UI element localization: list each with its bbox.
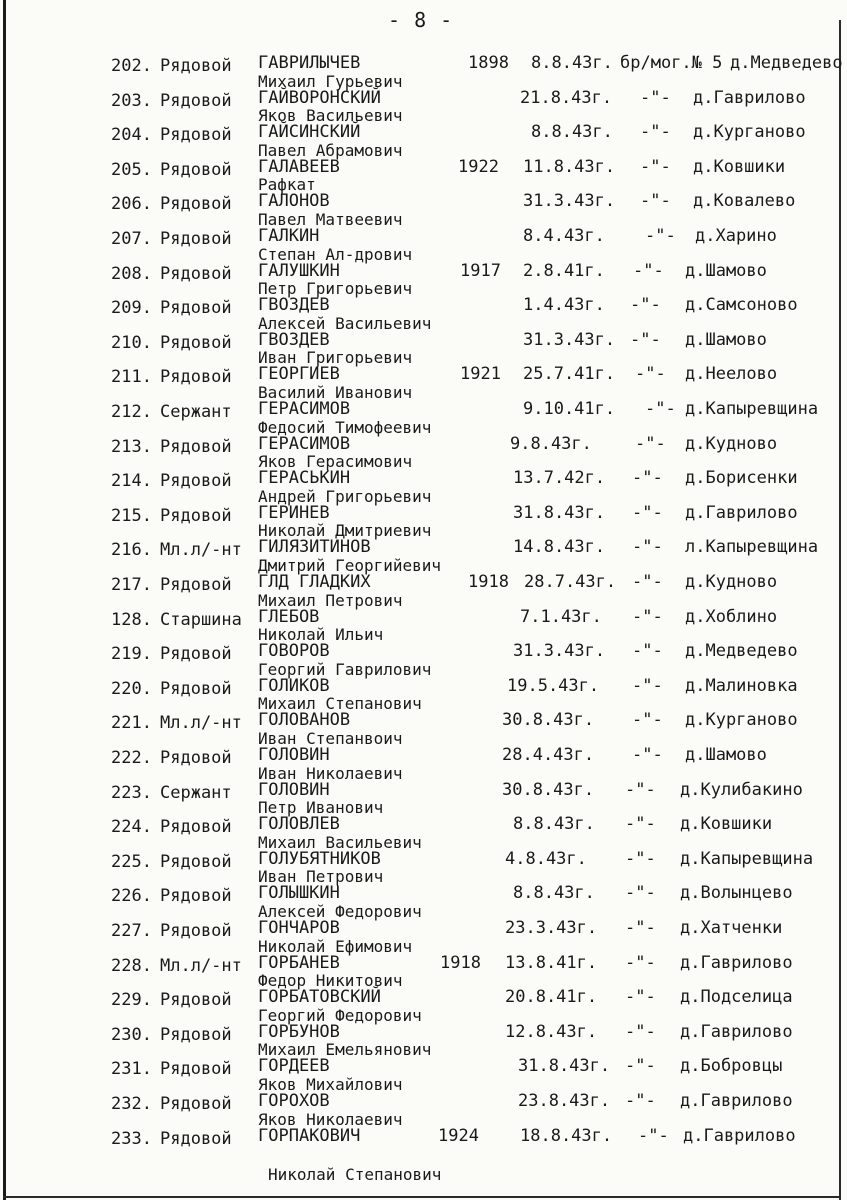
entry-surname: ГАВРИЛЫЧЕВ	[258, 53, 361, 73]
entry-number: 210.	[111, 332, 152, 353]
entry-ditto-mark: -"-	[635, 433, 666, 454]
entry-rank: Рядовой	[160, 56, 232, 76]
entry-surname: ГОРОХОВ	[258, 1091, 330, 1111]
entry-rank: Сержант	[160, 402, 232, 422]
entry-place: д.Хатченки	[680, 918, 783, 938]
list-item	[0, 279, 847, 319]
entry-place: д.Шамово	[685, 329, 767, 350]
entry-number: 203.	[111, 90, 152, 111]
entry-death-date: 31.3.43г.	[513, 641, 606, 662]
entry-birth-year: 1918	[440, 952, 481, 973]
list-item	[0, 1111, 847, 1147]
entry-ditto-mark: -"-	[625, 779, 656, 800]
entry-place: д.Харино	[695, 226, 777, 246]
entry-death-date: 8.8.43г.	[513, 883, 595, 904]
entry-ditto-mark: -"-	[645, 399, 676, 419]
entry-number: 224.	[111, 817, 152, 838]
entry-first-name: Михаил Васильевич	[258, 832, 422, 852]
entry-rank: Рядовой	[160, 471, 232, 492]
entry-number: 229.	[111, 990, 152, 1011]
entry-surname: ГЛД ГЛАДКИХ	[258, 572, 371, 592]
entry-place: д.Гаврилово	[693, 87, 806, 108]
entry-first-name: Яков Васильевич	[258, 106, 403, 126]
list-item	[0, 521, 847, 561]
entry-first-name: Степан Ал-дрович	[258, 244, 413, 264]
entry-first-name: Иван Степанвоич	[258, 729, 403, 748]
entry-place: д.Гаврилово	[685, 502, 798, 523]
list-item	[0, 625, 847, 665]
entry-death-date: 8.8.43г.	[513, 814, 595, 835]
entry-first-name: Михаил Емельянович	[258, 1040, 432, 1060]
entry-rank: Рядовой	[160, 263, 232, 284]
entry-first-name: Дмитрий Георгийевич	[258, 556, 442, 575]
entry-ditto-mark: -"-	[640, 191, 671, 212]
entry-number: 216.	[111, 540, 152, 561]
entry-place: д.Малиновка	[685, 675, 798, 696]
entry-surname: ГОЛОВЛЕВ	[258, 814, 340, 835]
entry-death-date: 12.8.43г.	[505, 1021, 598, 1042]
entry-birth-year: 1898	[468, 53, 509, 73]
entry-rank: Рядовой	[160, 817, 232, 838]
entry-place: д.Капыревщина	[680, 848, 814, 869]
entry-ditto-mark: -"-	[632, 468, 663, 489]
entry-rank: Рядовой	[160, 332, 232, 353]
entry-place: д.Неелово	[685, 364, 778, 385]
list-item	[0, 1007, 847, 1043]
entry-first-name: Николай Дмитриевич	[258, 521, 432, 541]
entry-birth-year: 1922	[458, 156, 499, 177]
list-item	[0, 142, 847, 178]
entry-death-date: 8.8.43г.	[531, 53, 613, 73]
list-item	[0, 73, 847, 109]
entry-place: д.Бобровцы	[680, 1056, 783, 1077]
entry-surname: ГВОЗДЕВ	[258, 295, 330, 316]
entry-first-name: Рафкат	[258, 175, 316, 195]
entry-rank: Рядовой	[160, 505, 232, 526]
entry-place: д.Гаврилово	[680, 952, 793, 973]
entry-first-name: Иван Григорьевич	[258, 348, 413, 368]
entry-ditto-mark: -"-	[625, 1091, 656, 1111]
entry-rank: Рядовой	[160, 851, 232, 872]
entry-ditto-mark: -"-	[640, 122, 671, 143]
entry-place: д.Самсоново	[685, 295, 798, 316]
entry-death-date: 11.8.43г.	[523, 156, 616, 177]
entry-death-date: 4.8.43г.	[505, 848, 587, 869]
list-item	[0, 592, 847, 628]
entry-number: 211.	[111, 367, 152, 388]
entry-first-name: Яков Николаевич	[258, 1109, 403, 1129]
entry-surname: ГОРБАТОВСКИЙ	[258, 987, 381, 1008]
entry-first-name: Иван Николаевич	[258, 763, 403, 783]
entry-surname: ГОРПАКОВИЧ	[258, 1125, 361, 1146]
entry-rank: Рядовой	[160, 678, 232, 699]
entry-rank: Рядовой	[160, 90, 232, 111]
entry-rank: Рядовой	[160, 644, 232, 665]
entry-first-name: Василий Иванович	[258, 383, 413, 402]
list-item	[0, 938, 847, 974]
entry-place: д.Шамово	[685, 260, 767, 281]
entry-surname: ГОРБАНЕВ	[258, 952, 340, 973]
entry-ditto-mark: бр/мог.№ 5	[620, 53, 723, 73]
entry-ditto-mark: -"-	[632, 502, 663, 523]
entry-number: 206.	[111, 194, 152, 215]
entry-first-name: Иван Петрович	[258, 867, 384, 887]
entry-surname: ГАЛУШКИН	[258, 260, 340, 281]
entry-number: 213.	[111, 436, 152, 457]
entry-rank: Рядовой	[160, 1128, 232, 1149]
list-item	[0, 175, 847, 215]
list-item	[0, 971, 847, 1011]
entry-ditto-mark: -"-	[630, 329, 661, 350]
entry-death-date: 30.8.43г.	[502, 710, 595, 731]
entry-surname: ГЛЕБОВ	[258, 606, 320, 627]
entry-surname: ГАЛОНОВ	[258, 191, 330, 212]
entry-first-name: Георгий Гаврилович	[258, 659, 432, 679]
entry-place: д.Гаврилово	[680, 1091, 793, 1111]
entry-death-date: 7.1.43г.	[520, 606, 602, 627]
entry-death-date: 20.8.41г.	[505, 987, 598, 1008]
entry-first-name: Михаил Гурьевич	[258, 71, 403, 91]
entry-ditto-mark: -"-	[625, 814, 656, 835]
entry-rank: Рядовой	[160, 1094, 232, 1114]
entry-rank: Рядовой	[160, 921, 232, 941]
entry-death-date: 8.4.43г.	[523, 226, 605, 246]
entry-first-name: Алексей Васильевич	[258, 313, 432, 333]
entry-rank: Мл.л/-нт	[160, 955, 242, 976]
entry-number: 215.	[111, 505, 152, 526]
entry-place: д.Курганово	[685, 710, 798, 731]
list-item	[0, 903, 847, 939]
entry-death-date: 2.8.41г.	[523, 260, 605, 281]
entry-surname: ГАЛКИН	[258, 226, 320, 246]
entry-death-date: 9.8.43г.	[510, 433, 592, 454]
entry-number: 207.	[111, 229, 152, 249]
entry-death-date: 23.8.43г.	[518, 1091, 611, 1111]
entry-death-date: 25.7.41г.	[523, 364, 616, 385]
entry-ditto-mark: -"-	[625, 1021, 656, 1042]
entry-ditto-mark: -"-	[638, 1125, 669, 1146]
entry-rank: Рядовой	[160, 1024, 232, 1045]
entry-number: 222.	[111, 748, 152, 768]
entry-surname: ГЕРИНЕВ	[258, 502, 330, 523]
list-item	[0, 765, 847, 801]
entry-first-name: Михаил Петрович	[258, 590, 403, 610]
entry-first-name: Павел Абрамович	[258, 140, 403, 160]
entry-death-date: 30.8.43г.	[502, 779, 595, 800]
entry-place: д.Волынцево	[680, 883, 793, 904]
entry-rank: Рядовой	[160, 748, 232, 768]
entry-ditto-mark: -"-	[632, 572, 663, 592]
entry-first-name: Андрей Григорьевич	[258, 486, 432, 506]
entry-place: д.Подселица	[680, 987, 793, 1008]
list-item	[0, 315, 847, 351]
entry-death-date: 14.8.43г.	[513, 537, 606, 558]
entry-rank: Старшина	[160, 609, 242, 630]
entry-ditto-mark: -"-	[632, 606, 663, 627]
entry-place: д.Ковалево	[693, 191, 796, 212]
entry-ditto-mark: -"-	[632, 710, 663, 731]
entry-place: д.Шамово	[685, 745, 767, 765]
entry-rank: Рядовой	[160, 436, 232, 457]
list-item	[0, 348, 847, 388]
entry-number: 232.	[111, 1094, 152, 1114]
entry-death-date: 28.4.43г.	[502, 745, 595, 765]
entry-rank: Рядовой	[160, 229, 232, 249]
entry-number: 205.	[111, 159, 152, 180]
entry-surname: ГИЛЯЗИТИНОВ	[258, 537, 371, 558]
entry-surname: ГОНЧАРОВ	[258, 918, 340, 938]
entry-death-date: 28.7.43г.	[524, 572, 617, 592]
entry-first-name: Павел Матвеевич	[258, 210, 403, 229]
entry-rank: Рядовой	[160, 990, 232, 1011]
entry-place: д.Кудново	[685, 572, 778, 592]
entry-surname: ГАЛАВЕЕВ	[258, 156, 340, 177]
entry-rank: Рядовой	[160, 886, 232, 907]
entry-first-name: Георгий Федорович	[258, 1005, 422, 1025]
entry-ditto-mark: -"-	[632, 745, 663, 765]
entry-death-date: 31.8.43г.	[518, 1056, 611, 1077]
entry-place: д.Капыревщина	[685, 399, 819, 419]
entry-ditto-mark: -"-	[640, 156, 671, 177]
entry-surname: ГОЛУБЯТНИКОВ	[258, 848, 381, 869]
list-item	[0, 419, 847, 455]
entry-surname: ГАЙВОРОНСКИЙ	[258, 87, 381, 108]
entry-place: д.Курганово	[693, 122, 806, 143]
list-item	[0, 488, 847, 524]
entry-death-date: 13.8.41г.	[505, 952, 598, 973]
list-item	[0, 1040, 847, 1080]
entry-surname: ГВОЗДЕВ	[258, 329, 330, 350]
entry-number: 128.	[111, 609, 152, 630]
entry-first-name: Петр Григорьевич	[258, 279, 413, 299]
list-item	[0, 211, 847, 247]
entry-ditto-mark: -"-	[625, 987, 656, 1008]
entry-rank: Рядовой	[160, 159, 232, 180]
entry-number: 217.	[111, 575, 152, 595]
entry-rank: Рядовой	[160, 125, 232, 146]
entry-ditto-mark: -"-	[635, 364, 666, 385]
entry-death-date: 31.3.43г.	[523, 329, 616, 350]
entry-ditto-mark: -"-	[632, 537, 663, 558]
list-item	[0, 384, 847, 420]
entry-place: д.Ковшики	[680, 814, 773, 835]
list-item	[0, 246, 847, 282]
entry-death-date: 13.7.42г.	[513, 468, 606, 489]
entry-number: 221.	[111, 713, 152, 734]
entry-place: д.Ковшики	[693, 156, 786, 177]
entry-surname: ГЕОРГИЕВ	[258, 364, 340, 385]
list-item	[0, 38, 847, 74]
list-item	[0, 661, 847, 697]
entry-first-name: Яков Герасимович	[258, 452, 413, 472]
entry-ditto-mark: -"-	[632, 675, 663, 696]
entry-number: 214.	[111, 471, 152, 492]
entry-ditto-mark: -"-	[625, 952, 656, 973]
entry-surname: ГОРБУНОВ	[258, 1021, 340, 1042]
entry-number: 226.	[111, 886, 152, 907]
entry-rank: Рядовой	[160, 194, 232, 215]
entry-number: 225.	[111, 851, 152, 872]
entry-ditto-mark: -"-	[625, 848, 656, 869]
list-item	[0, 1076, 847, 1112]
list-item	[0, 106, 847, 146]
entry-place: д.Гаврилово	[683, 1125, 796, 1146]
entry-ditto-mark: -"-	[640, 87, 671, 108]
entry-surname: ГЕРАСЬКИН	[258, 468, 351, 489]
list-item	[0, 834, 847, 870]
entry-surname: ГОЛОВИН	[258, 745, 330, 765]
entry-place: д.Медведево	[685, 641, 798, 662]
entry-place: д.Гаврилово	[680, 1021, 793, 1042]
entry-surname: ГОЛИКОВ	[258, 675, 330, 696]
page-border-bottom	[3, 1196, 841, 1198]
page-number: - 8 -	[388, 8, 454, 32]
entry-first-name: Федор Никитович	[258, 971, 403, 991]
entry-place: л.Капыревщина	[685, 537, 819, 558]
trailing-first-name: Николай Степанович	[268, 1165, 442, 1184]
entry-ditto-mark: -"-	[625, 918, 656, 938]
list-item	[0, 798, 847, 838]
entry-ditto-mark: -"-	[630, 295, 661, 316]
entry-surname: ГОВОРОВ	[258, 641, 330, 662]
entry-birth-year: 1921	[460, 364, 501, 385]
entry-birth-year: 1917	[460, 260, 501, 281]
entry-number: 227.	[111, 921, 152, 941]
entry-surname: ГОЛОВАНОВ	[258, 710, 351, 731]
entry-death-date: 8.8.43г.	[531, 122, 613, 143]
entry-first-name: Петр Иванович	[258, 798, 384, 818]
entry-birth-year: 1918	[468, 572, 509, 592]
entry-death-date: 31.3.43г.	[523, 191, 616, 212]
entry-surname: ГОРДЕЕВ	[258, 1056, 330, 1077]
entry-rank: Мл.л/-нт	[160, 540, 242, 561]
entry-death-date: 23.3.43г.	[505, 918, 598, 938]
entry-rank: Рядовой	[160, 298, 232, 319]
entry-number: 208.	[111, 263, 152, 284]
entry-first-name: Николай Ильич	[258, 625, 384, 645]
entry-number: 202.	[111, 56, 152, 76]
entry-ditto-mark: -"-	[633, 260, 664, 281]
entry-death-date: 19.5.43г.	[507, 675, 600, 696]
entry-first-name: Федосий Тимофеевич	[258, 417, 432, 437]
entry-death-date: 1.4.43г.	[523, 295, 605, 316]
list-item	[0, 730, 847, 766]
entry-ditto-mark: -"-	[625, 1056, 656, 1077]
entry-place: д.Борисенки	[685, 468, 798, 489]
entry-surname: ГЕРАСИМОВ	[258, 399, 351, 419]
entry-first-name: Михаил Степанович	[258, 694, 422, 714]
entry-place: д.Хоблино	[685, 606, 778, 627]
entry-number: 212.	[111, 402, 152, 422]
entry-surname: ГАЙСИНСКИЙ	[258, 122, 361, 143]
entry-number: 219.	[111, 644, 152, 665]
entry-number: 204.	[111, 125, 152, 146]
entry-ditto-mark: -"-	[632, 641, 663, 662]
list-item	[0, 557, 847, 593]
entry-birth-year: 1924	[438, 1125, 479, 1146]
entry-number: 230.	[111, 1024, 152, 1045]
entry-first-name: Алексей Федорович	[258, 902, 422, 921]
entry-rank: Рядовой	[160, 367, 232, 388]
entry-place: д.Кулибакино	[680, 779, 803, 800]
entry-ditto-mark: -"-	[625, 883, 656, 904]
list-item	[0, 452, 847, 492]
entry-death-date: 9.10.41г.	[523, 399, 616, 419]
list-item	[0, 867, 847, 907]
entry-death-date: 21.8.43г.	[520, 87, 613, 108]
entry-number: 220.	[111, 678, 152, 699]
entry-rank: Рядовой	[160, 1059, 232, 1080]
list-item	[0, 694, 847, 734]
entry-surname: ГОЛЫШКИН	[258, 883, 340, 904]
entry-surname: ГЕРАСИМОВ	[258, 433, 351, 454]
entry-place: д.Медведево	[730, 53, 843, 73]
entry-ditto-mark: -"-	[645, 226, 676, 246]
entry-first-name: Яков Михайлович	[258, 1075, 403, 1094]
entry-number: 233.	[111, 1128, 152, 1149]
entry-number: 223.	[111, 782, 152, 803]
entry-rank: Мл.л/-нт	[160, 713, 242, 734]
entry-rank: Рядовой	[160, 575, 232, 595]
entry-rank: Сержант	[160, 782, 232, 803]
entry-place: д.Кудново	[685, 433, 778, 454]
entry-first-name: Николай Ефимович	[258, 936, 413, 956]
entry-surname: ГОЛОВИН	[258, 779, 330, 800]
entry-death-date: 18.8.43г.	[520, 1125, 613, 1146]
entry-number: 228.	[111, 955, 152, 976]
entry-number: 231.	[111, 1059, 152, 1080]
entry-death-date: 31.8.43г.	[513, 502, 606, 523]
entry-number: 209.	[111, 298, 152, 319]
